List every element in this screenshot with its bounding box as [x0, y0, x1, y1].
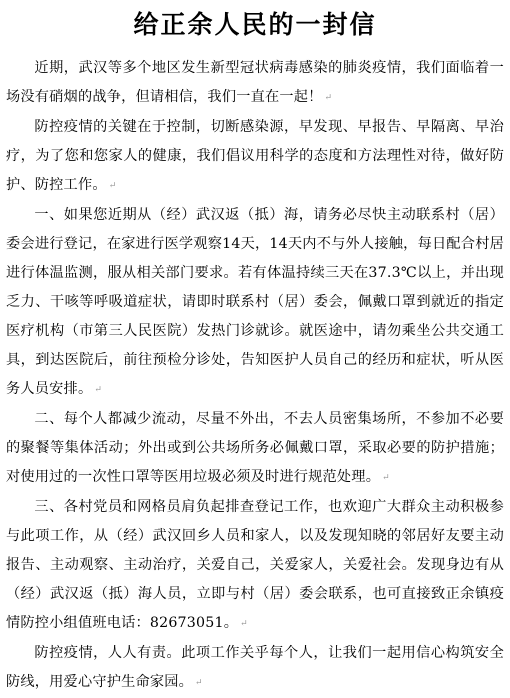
paragraph-text: 二、每个人都减少流动，尽量不外出，不去人员密集场所，不参加不必要的聚餐等集体活动；外出或到公共场所务必佩戴口罩，采取必要的防护措施；对使用过的一次性口罩等医用垃圾必须及时进行规范处理。	[6, 411, 504, 485]
paragraph-mark-icon: ↵	[324, 93, 333, 103]
paragraph-mark-icon: ↵	[108, 181, 117, 191]
paragraph-item-three	[6, 493, 504, 639]
paragraph-text: 近期，武汉等多个地区发生新型冠状病毒感染的肺炎疫情，我们面临着一场没有硝烟的战争，但请相信，我们一直在一起！	[6, 60, 504, 105]
paragraph-item-one	[6, 201, 504, 405]
paragraph-text: 防控疫情的关键在于控制，切断感染源，早发现、早报告、早隔离、早治疗，为了您和您家人的健康，我们倡议用科学的态度和方法理性对待，做好防护、防控工作。	[6, 119, 504, 193]
paragraph-key-points	[6, 113, 504, 201]
letter-title: 给正余人民的一封信	[133, 10, 377, 39]
paragraph-mark-icon: ↵	[382, 473, 390, 483]
paragraph-mark-icon: ↵	[240, 619, 248, 629]
paragraph-closing	[6, 639, 504, 698]
paragraph-text: 防控疫情，人人有责。此项工作关乎每个人，让我们一起用信心构筑安全防线，用爱心守护生命家园。	[6, 645, 504, 690]
paragraph-text: 一、如果您近期从（经）武汉返（抵）海，请务必尽快主动联系村（居）委会进行登记，在家进行医学观察14天，14天内不与外人接触，每日配合村居进行体温监测，服从相关部门要求。若有体温持续三天在37.3℃以上，并出现乏力、干咳等呼吸道症状，请即时联系村（居）委会，佩戴口罩到就近的指定医疗机构（市第三人民医院）发热门诊就诊。就医途中，请勿乘坐公共交通工具，到达医院后，前往预检分诊处，告知医护人员自己的经历和症状，听从医务人员安排。	[6, 207, 504, 397]
paragraph-text: 三、各村党员和网格员肩负起排查登记工作，也欢迎广大群众主动积极参与此项工作，从（经）武汉回乡人员和家人，以及发现知晓的邻居好友要主动报告、主动观察、主动治疗，关爱自己，关爱家人，关爱社会。发现身边有从（经）武汉返（抵）海人员，立即与村（居）委会联系，也可直接致正余镇疫情防控小组值班电话：82673051。	[6, 499, 504, 631]
paragraph-intro	[6, 54, 504, 113]
paragraph-mark-icon: ↵	[195, 678, 203, 688]
paragraph-mark-icon: ↵	[94, 385, 103, 395]
paragraph-item-two	[6, 405, 504, 493]
